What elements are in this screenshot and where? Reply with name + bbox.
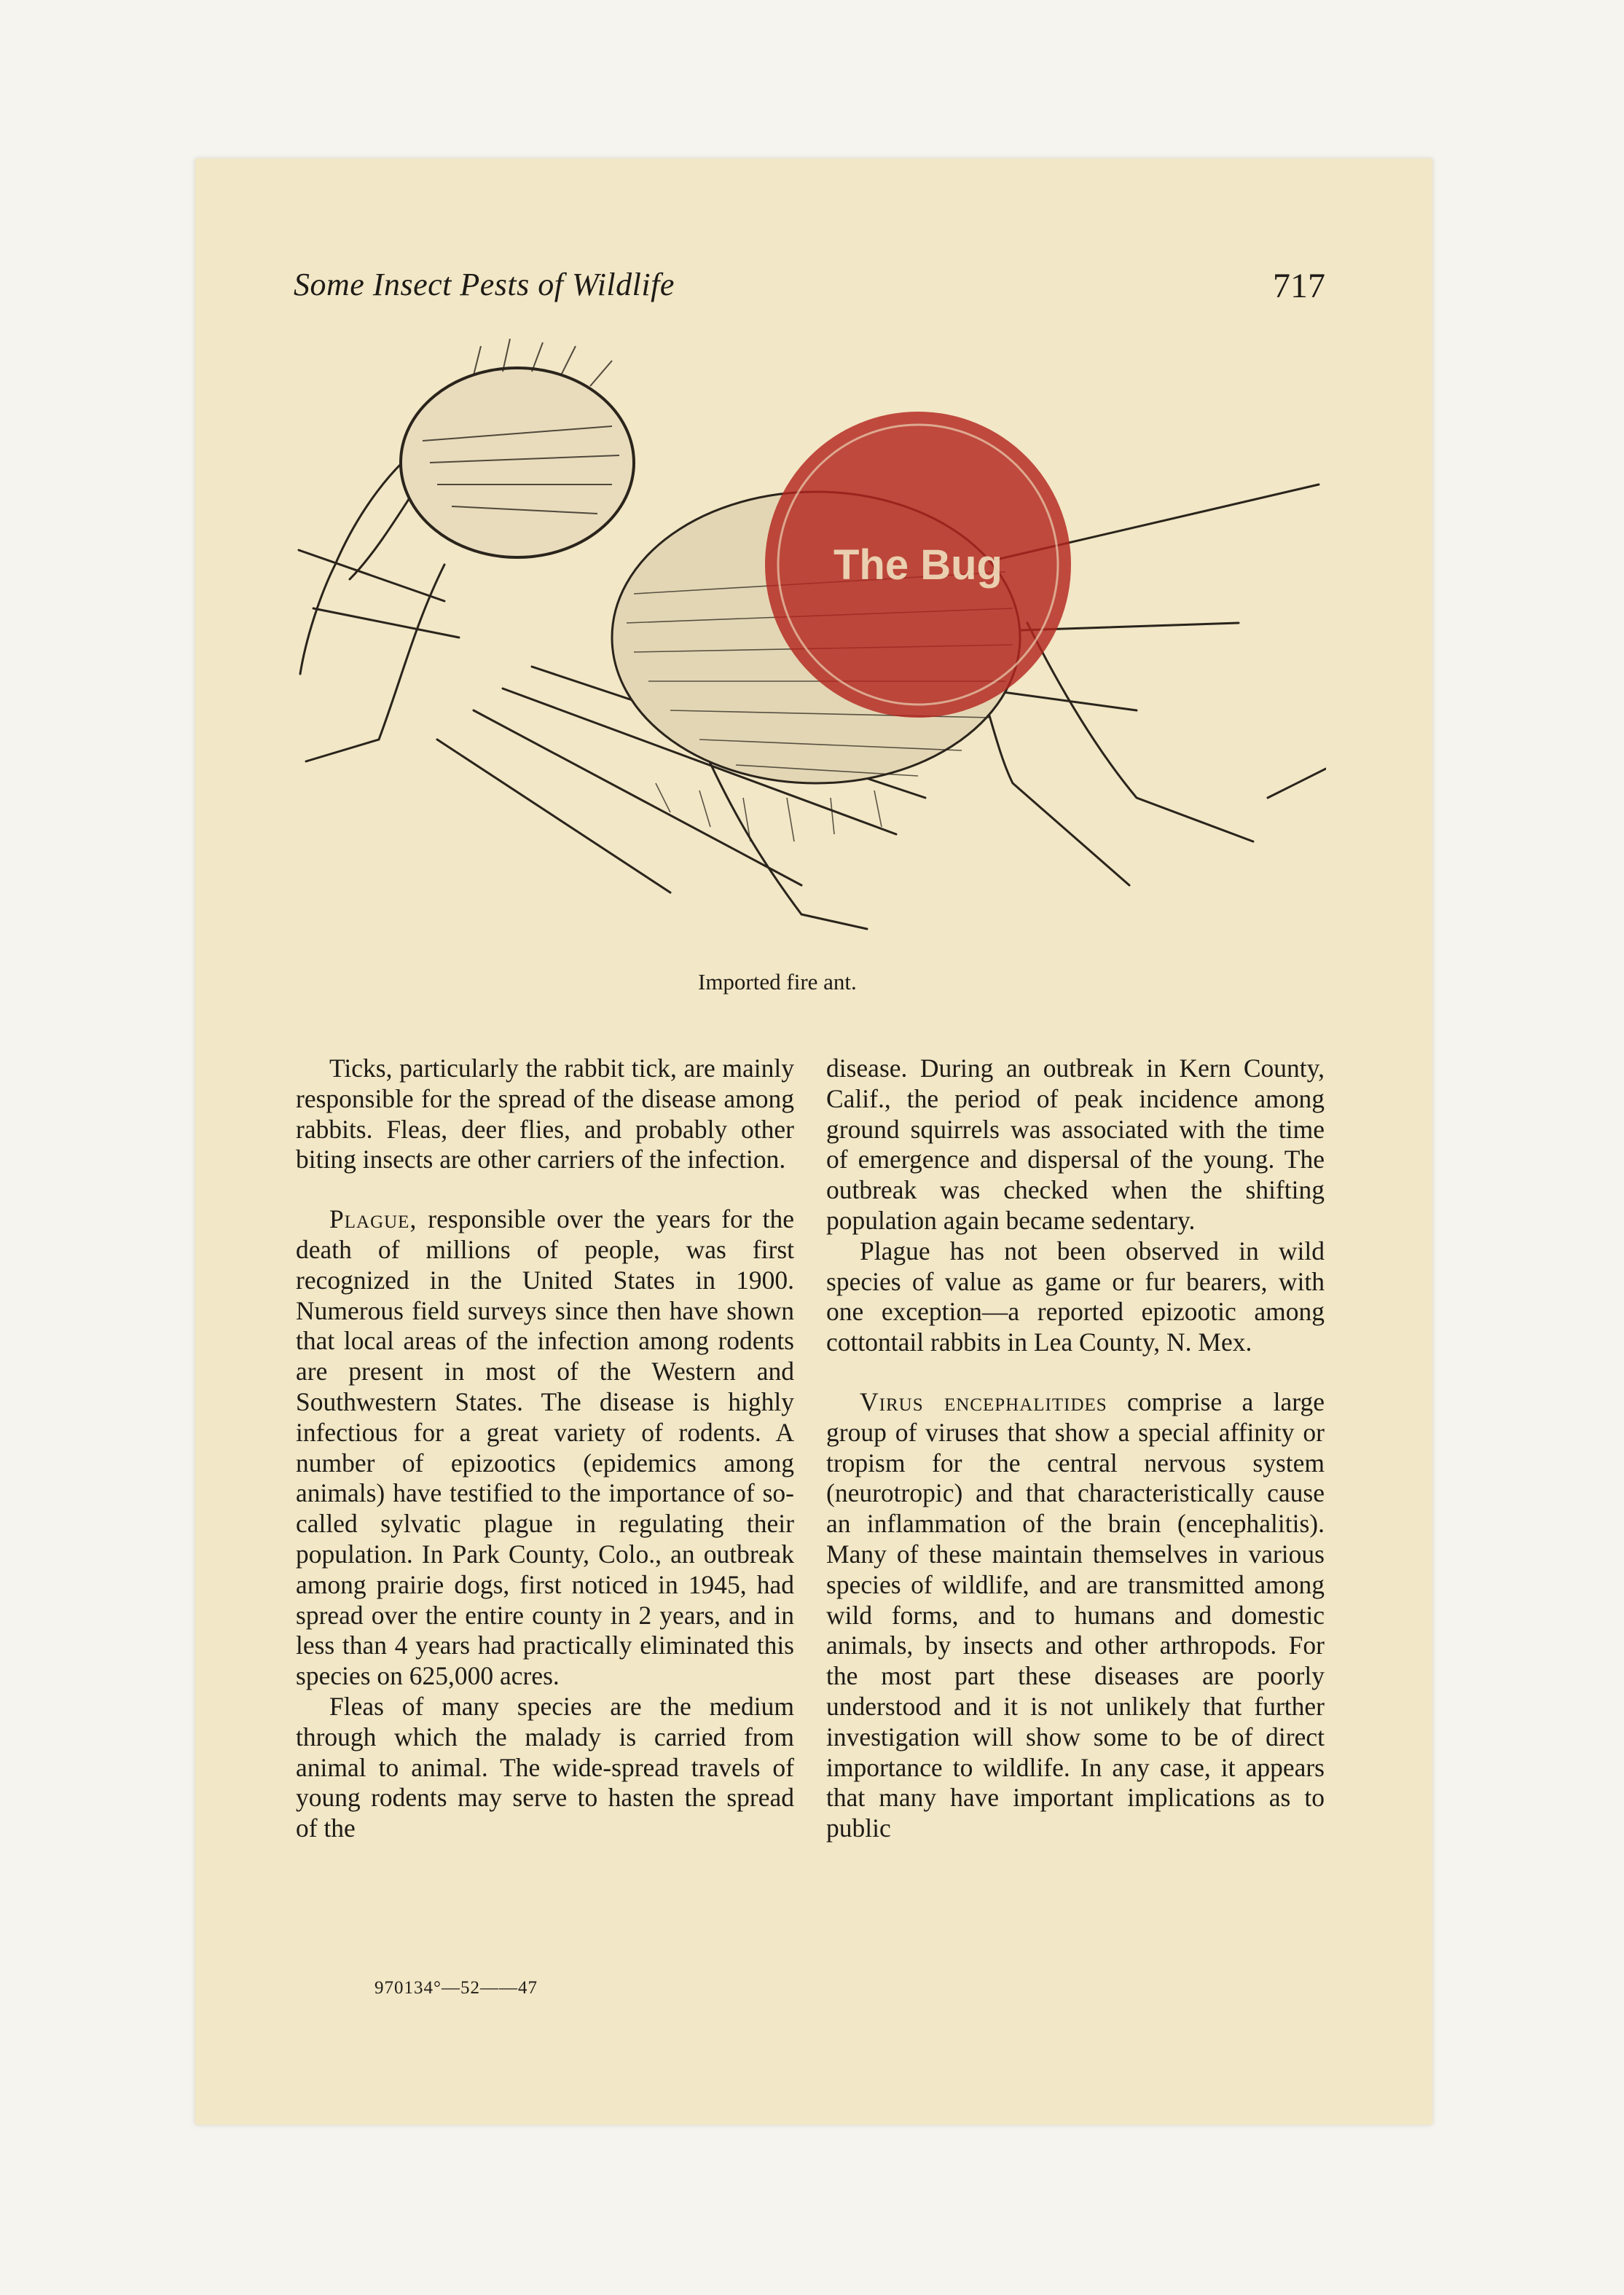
ant-leg: [299, 550, 444, 601]
paragraph-plague-game: Plague has not been observed in wild species of value as game or fur bearers, with one exception—a reported epizootic among cottontail rabbits in Lea County, N. Mex.: [826, 1236, 1325, 1357]
fire-ant-illustration: [291, 332, 1326, 958]
stamp-text: The Bug: [833, 541, 1003, 589]
left-column: [296, 1054, 794, 1844]
virus-heading: Virus encephalitides: [860, 1386, 1107, 1416]
virus-text: comprise a large group of viruses that show a special affinity or tropism for the central nervous system (neurotropic) and that characteristically cause an inflammation of the brain (encephalitis). Many of these maintain themselves in various species of wildlife, and are transmitted among wild forms, and to humans and domestic animals, by insects and other arthropods. For the most part these diseases are poorly understood and it is not unlikely that further investigation will show some to be of direct importance to wildlife. In any case, it appears that many have important implications as to public: [826, 1386, 1325, 1843]
paragraph-fleas: Fleas of many species are the medium through which the malady is carried from animal to animal. The wide-spread travels of young rodents may serve to hasten the spread of the: [296, 1691, 794, 1843]
running-head-title: Some Insect Pests of Wildlife: [294, 267, 675, 302]
paragraph-virus: [826, 1387, 1325, 1844]
right-column: [826, 1054, 1325, 1844]
plague-heading: Plague,: [329, 1204, 417, 1234]
plague-text: responsible over the years for the death of millions of people, was first recognized in the United States in 1900. Numerous field surveys since then have shown that local areas of the infection among rodents are present in most of the Western and Southwestern States. The disease is highly infectious for a great variety of rodents. A number of epizootics (epidemics among animals) have testified to the importance of so-called sylvatic plague in regulating their population. In Park County, Colo., an outbreak among prairie dogs, first noticed in 1945, had spread over the entire county in 2 years, and in less than 4 years had practically eliminated this species on 625,000 acres.: [296, 1204, 794, 1691]
paragraph-kern-county: disease. During an outbreak in Kern County, Calif., the period of peak incidence among ground squirrels was associated with the time of emergence and dispersal of the young. The outbreak was checked when the shifting population again became sedentary.: [826, 1054, 1325, 1235]
paragraph-ticks: Ticks, particularly the rabbit tick, are mainly responsible for the spread of the disease among rabbits. Fleas, deer flies, and probably other biting insects are other carriers of the infection.: [296, 1054, 794, 1174]
ant-leg: [1268, 769, 1326, 798]
ant-leg: [437, 740, 670, 892]
print-code: 970134°—52——47: [374, 1978, 538, 1998]
page-number: 717: [1273, 267, 1325, 305]
figure-caption: Imported fire ant.: [698, 969, 857, 994]
ant-leg: [1027, 623, 1253, 842]
paragraph-plague: [296, 1204, 794, 1692]
ant-leg: [313, 608, 459, 638]
